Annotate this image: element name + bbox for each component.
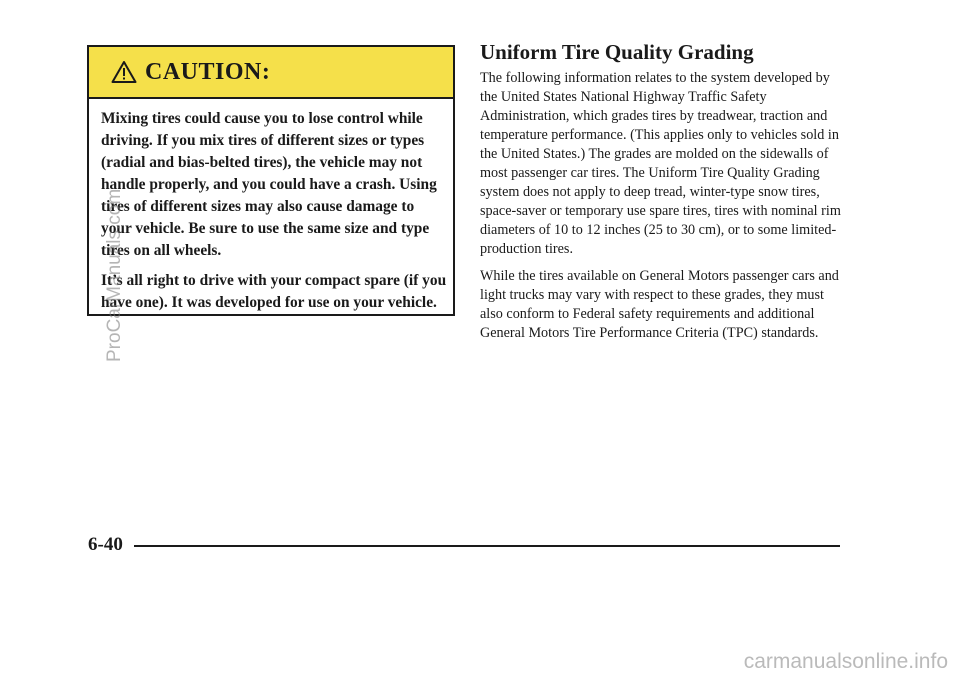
body-paragraph: While the tires available on General Motors passenger cars and light trucks may vary with respect to these grades, they must also conform to Federal safety requirements and additional General Motors Tire Performance Criteria (TPC) standards. bbox=[480, 268, 839, 341]
side-watermark: ProCarManuals.com bbox=[104, 188, 125, 362]
section-body bbox=[480, 69, 850, 351]
caution-title: CAUTION: bbox=[145, 59, 271, 85]
section-title: Uniform Tire Quality Grading bbox=[480, 40, 754, 64]
warning-triangle-icon bbox=[111, 60, 137, 84]
body-paragraph: The following information relates to the system developed by the United States National Highway Traffic Safety Administration, which grades tires by treadwear, traction and temperature performance. (This applies only to vehicles sold in the United States.) The grades are molded on the sidewalls of most passenger car tires. The Uniform Tire Quality Grading system does not apply to deep tread, winter-type snow tires, space-saver or temporary use spare tires, tires with nominal rim diameters of 10 to 12 inches (25 to 30 cm), or to some limited-production tires. bbox=[480, 70, 841, 257]
caution-box bbox=[87, 45, 455, 316]
bottom-watermark: carmanualsonline.info bbox=[743, 650, 948, 673]
caution-body bbox=[101, 108, 447, 322]
caution-paragraph: It’s all right to drive with your compact spare (if you have one). It was developed for use on your vehicle. bbox=[101, 272, 447, 311]
caution-paragraph: Mixing tires could cause you to lose control while driving. If you mix tires of different sizes or types (radial and bias-belted tires), the vehicle may not handle properly, and you could have a crash. Using tires of different sizes may also cause damage to your vehicle. Be sure to use the same size and type tires on all wheels. bbox=[101, 110, 437, 259]
footer-rule bbox=[134, 545, 840, 547]
caution-header bbox=[89, 47, 453, 99]
page-number: 6-40 bbox=[88, 534, 123, 555]
